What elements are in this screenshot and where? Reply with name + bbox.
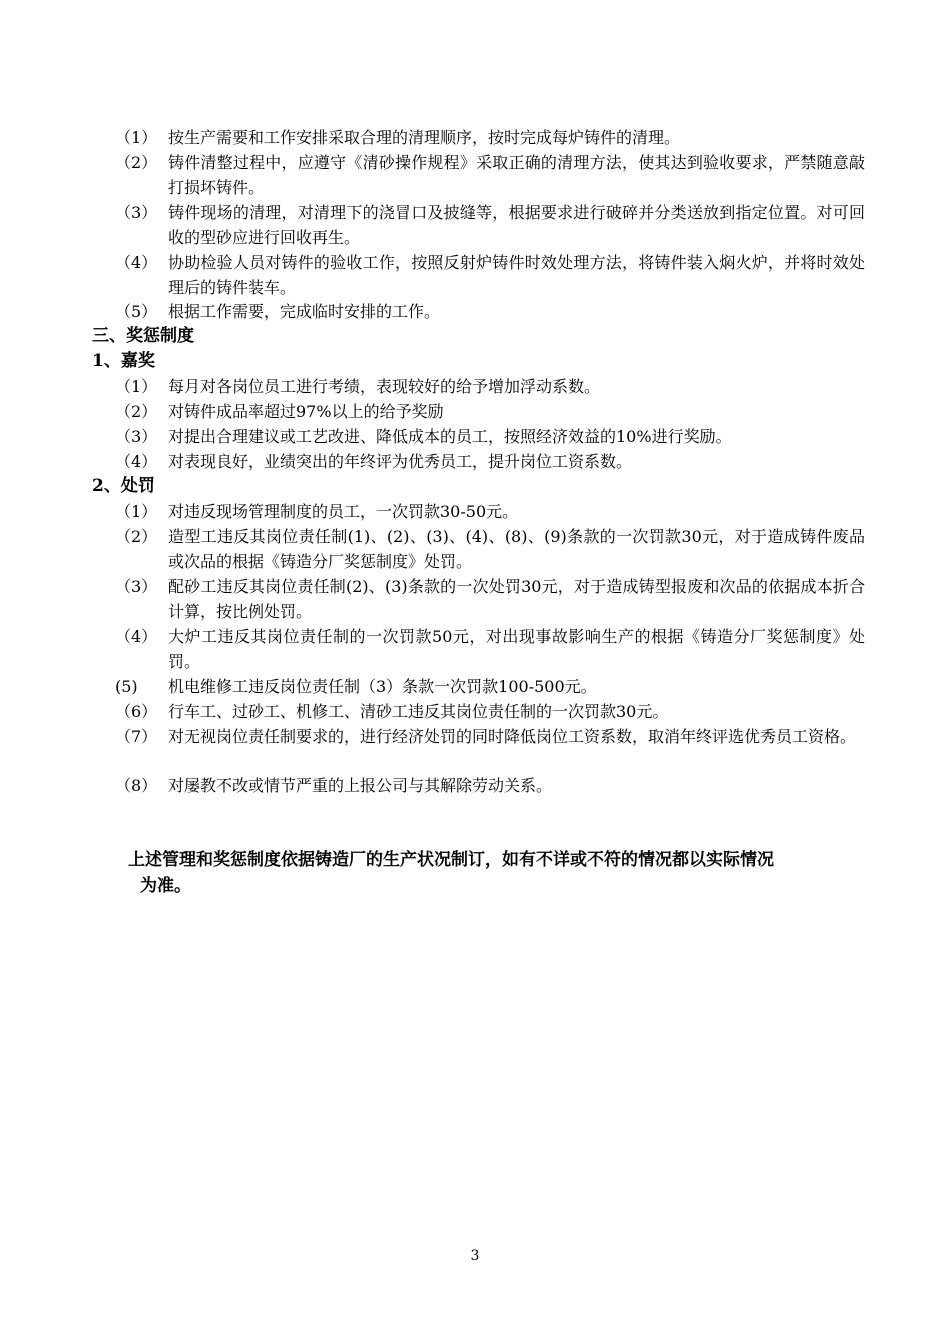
item-text: 每月对各岗位员工进行考绩，表现较好的给予增加浮动系数。 — [168, 377, 601, 396]
item-number: （3） — [115, 203, 158, 222]
item-number: （4） — [115, 627, 158, 646]
duty-item-3 — [115, 200, 865, 250]
item-text: 按生产需要和工作安排采取合理的清理顺序，按时完成每炉铸件的清理。 — [168, 128, 681, 147]
item-text: 根据工作需要，完成临时安排的工作。 — [168, 302, 441, 321]
item-text: 大炉工违反其岗位责任制的一次罚款50元，对出现事故影响生产的根据《铸造分厂奖惩制度》处罚。 — [168, 627, 865, 671]
item-text: 对提出合理建议或工艺改进、降低成本的员工，按照经济效益的10%进行奖励。 — [168, 427, 732, 446]
item-number: （2） — [115, 402, 158, 421]
section-title: 三、奖惩制度 — [92, 326, 194, 346]
item-number: （1） — [115, 377, 158, 396]
conclusion-line-2: 为准。 — [140, 876, 191, 896]
reward-item-4 — [115, 449, 865, 474]
duty-item-5 — [115, 299, 865, 324]
penalty-item-5 — [115, 674, 865, 699]
item-text: 对铸件成品率超过97%以上的给予奖励 — [168, 402, 444, 421]
reward-item-3 — [115, 424, 865, 449]
conclusion-line-1: 上述管理和奖惩制度依据铸造厂的生产状况制订，如有不详或不符的情况都以实际情况 — [128, 850, 774, 870]
item-number: （7） — [115, 727, 158, 746]
item-number: （6） — [115, 702, 158, 721]
item-number: （3） — [115, 427, 158, 446]
item-text: 对违反现场管理制度的员工，一次罚款30-50元。 — [168, 502, 519, 521]
penalty-item-6 — [115, 699, 865, 724]
item-number: （1） — [115, 502, 158, 521]
item-number: （3） — [115, 577, 158, 596]
duty-item-2 — [115, 150, 865, 200]
item-number: （5） — [115, 302, 158, 321]
item-text: 铸件现场的清理，对清理下的浇冒口及披缝等，根据要求进行破碎并分类送放到指定位置。对可回收的型砂应进行回收再生。 — [168, 203, 865, 247]
reward-item-2 — [115, 399, 865, 424]
reward-item-1 — [115, 374, 865, 399]
duty-item-4 — [115, 250, 865, 300]
item-text: 协助检验人员对铸件的验收工作，按照反射炉铸件时效处理方法，将铸件装入焖火炉，并将时效处理后的铸件装车。 — [168, 253, 865, 297]
penalty-item-2 — [115, 524, 865, 574]
duty-item-1 — [115, 125, 865, 150]
penalty-item-3 — [115, 574, 865, 624]
item-number: （2） — [115, 527, 158, 546]
penalties-title: 2、处罚 — [92, 476, 155, 496]
item-number: （4） — [115, 452, 158, 471]
item-text: 对屡教不改或情节严重的上报公司与其解除劳动关系。 — [168, 776, 553, 795]
item-text: 机电维修工违反岗位责任制（3）条款一次罚款100-500元。 — [168, 677, 597, 696]
rewards-title: 1、嘉奖 — [92, 351, 155, 371]
penalty-item-4 — [115, 624, 865, 674]
item-text: 造型工违反其岗位责任制(1)、(2)、(3)、(4)、(8)、(9)条款的一次罚款30元，对于造成铸件废品或次品的根据《铸造分厂奖惩制度》处罚。 — [168, 527, 865, 571]
penalty-item-1 — [115, 499, 865, 524]
item-text: 铸件清整过程中，应遵守《清砂操作规程》采取正确的清理方法，使其达到验收要求，严禁随意敲打损坏铸件。 — [168, 153, 865, 197]
item-number: （4） — [115, 253, 158, 272]
item-text: 对表现良好，业绩突出的年终评为优秀员工，提升岗位工资系数。 — [168, 452, 633, 471]
item-text: 配砂工违反其岗位责任制(2)、(3)条款的一次处罚30元，对于造成铸型报废和次品的依据成本折合计算，按比例处罚。 — [168, 577, 865, 621]
item-number: （2） — [115, 153, 158, 172]
penalty-item-8 — [115, 773, 865, 798]
item-number: （1） — [115, 128, 158, 147]
item-number: (5) — [115, 677, 138, 696]
item-number: （8） — [115, 776, 158, 795]
page-number: 3 — [470, 1248, 480, 1264]
conclusion-paragraph — [128, 847, 864, 899]
item-text: 对无视岗位责任制要求的，进行经济处罚的同时降低岗位工资系数，取消年终评选优秀员工资格。 — [168, 727, 857, 746]
item-text: 行车工、过砂工、机修工、清砂工违反其岗位责任制的一次罚款30元。 — [168, 702, 669, 721]
penalty-item-7 — [115, 724, 865, 749]
